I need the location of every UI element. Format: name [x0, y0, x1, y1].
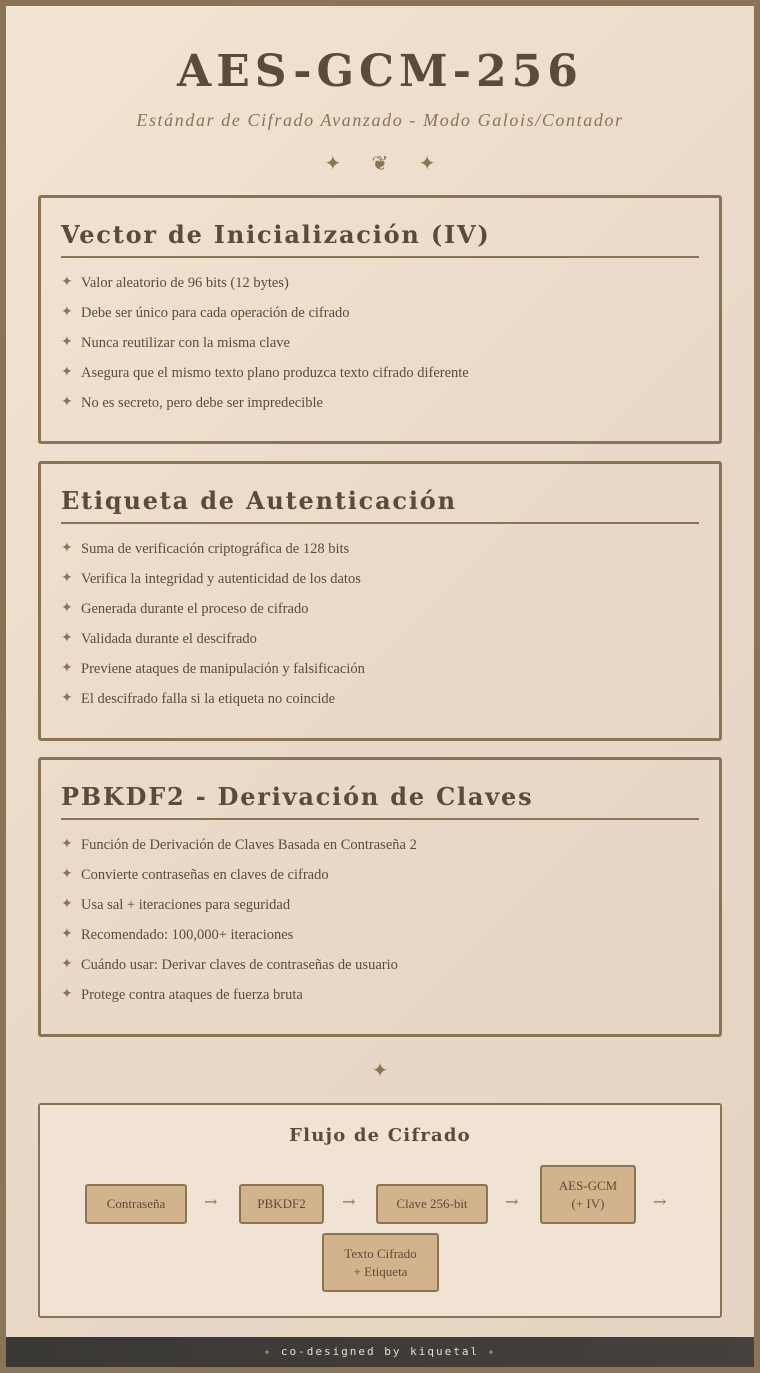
list-item: ✦ Cuándo usar: Derivar claves de contraseñas de usuario — [61, 950, 699, 980]
star-icon: ✦ — [418, 151, 436, 175]
arrow-right-icon: → — [505, 1192, 519, 1211]
arrow-right-icon: → — [653, 1192, 667, 1211]
star-icon: ✦ — [487, 1345, 497, 1358]
star-bullet-icon: ✦ — [61, 927, 73, 942]
section-list — [61, 830, 699, 1010]
page-subtitle: Estándar de Cifrado Avanzado - Modo Galois/Contador — [136, 110, 624, 130]
encryption-flow — [38, 1103, 722, 1318]
star-bullet-icon: ✦ — [61, 897, 73, 912]
flow-title: Flujo de Cifrado — [289, 1125, 471, 1146]
page-title: AES-GCM-256 — [177, 46, 583, 97]
section-title: Vector de Inicialización (IV) — [61, 220, 699, 258]
list-item: ✦ No es secreto, pero debe ser impredecible — [61, 388, 699, 418]
section-title: Etiqueta de Autenticación — [61, 486, 699, 524]
list-item: ✦ Generada durante el proceso de cifrado — [61, 594, 699, 624]
star-bullet-icon: ✦ — [61, 275, 73, 290]
list-item: ✦ Recomendado: 100,000+ iteraciones — [61, 920, 699, 950]
page — [6, 6, 754, 1367]
star-bullet-icon: ✦ — [61, 631, 73, 646]
header — [6, 6, 754, 175]
flow-node-password: Contraseña — [85, 1184, 187, 1224]
flow-node-pbkdf2: PBKDF2 — [239, 1184, 324, 1224]
list-item: ✦ Validada durante el descifrado — [61, 624, 699, 654]
floral-heart-icon: ❦ — [371, 151, 389, 175]
list-item: ✦ Previene ataques de manipulación y falsificación — [61, 654, 699, 684]
star-bullet-icon: ✦ — [61, 601, 73, 616]
star-bullet-icon: ✦ — [61, 365, 73, 380]
list-item: ✦ Protege contra ataques de fuerza bruta — [61, 980, 699, 1010]
list-item: ✦ Usa sal + iteraciones para seguridad — [61, 890, 699, 920]
list-item: ✦ Valor aleatorio de 96 bits (12 bytes) — [61, 268, 699, 298]
list-item: ✦ Asegura que el mismo texto plano produzca texto cifrado diferente — [61, 358, 699, 388]
section-list — [61, 534, 699, 714]
star-icon: ✦ — [263, 1345, 273, 1358]
footer-credit: co-designed by kiquetal — [280, 1345, 480, 1358]
section-title: PBKDF2 - Derivación de Claves — [61, 782, 699, 820]
section-iv — [38, 195, 722, 444]
star-bullet-icon: ✦ — [61, 987, 73, 1002]
list-item: ✦ Convierte contraseñas en claves de cifrado — [61, 860, 699, 890]
arrow-right-icon: → — [342, 1192, 356, 1211]
list-item: ✦ Debe ser único para cada operación de cifrado — [61, 298, 699, 328]
star-bullet-icon: ✦ — [61, 837, 73, 852]
list-item: ✦ Suma de verificación criptográfica de 128 bits — [61, 534, 699, 564]
star-bullet-icon: ✦ — [61, 571, 73, 586]
footer — [6, 1337, 754, 1367]
star-bullet-icon: ✦ — [61, 957, 73, 972]
star-bullet-icon: ✦ — [61, 305, 73, 320]
ornament — [6, 151, 754, 175]
arrow-right-icon: → — [204, 1192, 218, 1211]
flow-node-ciphertext: Texto Cifrado + Etiqueta — [322, 1233, 439, 1292]
star-bullet-icon: ✦ — [61, 661, 73, 676]
list-item: ✦ Verifica la integridad y autenticidad de los datos — [61, 564, 699, 594]
star-bullet-icon: ✦ — [61, 691, 73, 706]
flow-node-aes-gcm: AES-GCM (+ IV) — [540, 1165, 636, 1224]
star-icon: ✦ — [324, 151, 342, 175]
star-bullet-icon: ✦ — [61, 395, 73, 410]
star-bullet-icon: ✦ — [61, 541, 73, 556]
star-bullet-icon: ✦ — [61, 867, 73, 882]
section-auth-tag — [38, 461, 722, 741]
flow-node-key: Clave 256-bit — [376, 1184, 488, 1224]
section-pbkdf2 — [38, 757, 722, 1037]
list-item: ✦ Nunca reutilizar con la misma clave — [61, 328, 699, 358]
section-list — [61, 268, 699, 418]
star-bullet-icon: ✦ — [61, 335, 73, 350]
separator-star-icon: ✦ — [371, 1058, 389, 1082]
list-item: ✦ El descifrado falla si la etiqueta no coincide — [61, 684, 699, 714]
list-item: ✦ Función de Derivación de Claves Basada en Contraseña 2 — [61, 830, 699, 860]
